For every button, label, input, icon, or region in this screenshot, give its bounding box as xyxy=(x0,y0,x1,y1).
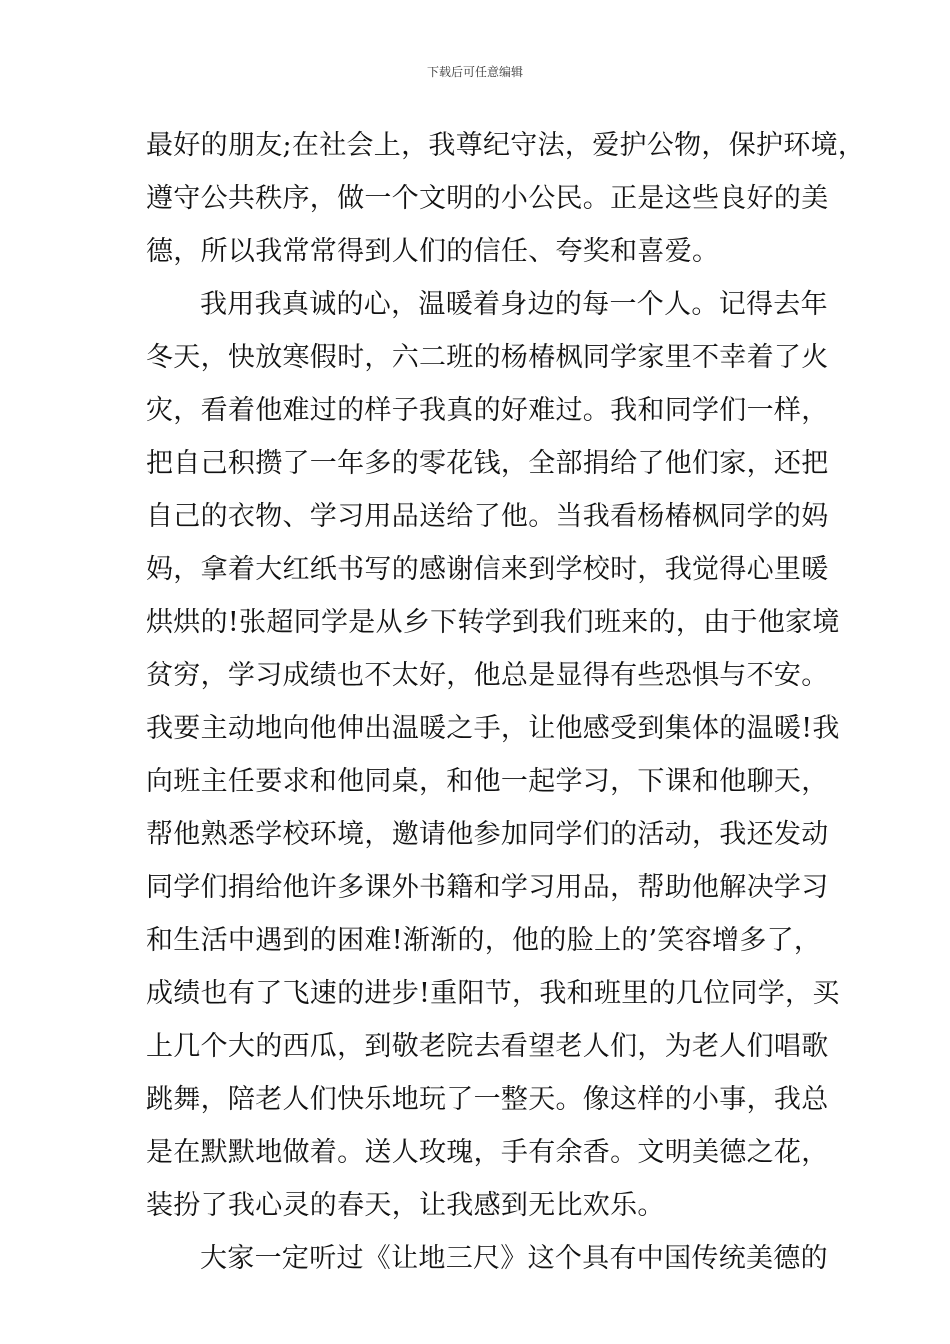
text-line: 德，所以我常常得到人们的信任、夸奖和喜爱。 xyxy=(146,236,720,267)
text-line: 妈，拿着大红纸书写的感谢信来到学校时，我觉得心里暖 xyxy=(146,554,829,585)
text-line: 我要主动地向他伸出温暖之手，让他感受到集体的温暖!我 xyxy=(146,713,840,744)
text-line: 遵守公共秩序，做一个文明的小公民。正是这些良好的美 xyxy=(146,183,829,214)
paragraph-start-line: 我用我真诚的心，温暖着身边的每一个人。记得去年 xyxy=(200,289,828,320)
text-line: 自己的衣物、学习用品送给了他。当我看杨椿枫同学的妈 xyxy=(146,501,829,532)
text-line: 烘烘的!张超同学是从乡下转学到我们班来的，由于他家境 xyxy=(146,607,840,638)
paragraph-start-line: 大家一定听过《让地三尺》这个具有中国传统美德的 xyxy=(200,1243,828,1274)
text-line: 最好的朋友;在社会上，我尊纪守法，爱护公物，保护环境， xyxy=(146,130,866,161)
text-line: 跳舞，陪老人们快乐地玩了一整天。像这样的小事，我总 xyxy=(146,1084,829,1115)
text-line: 和生活中遇到的困难!渐渐的，他的脸上的’笑容增多了， xyxy=(146,925,822,956)
text-line: 把自己积攒了一年多的零花钱，全部捐给了他们家，还把 xyxy=(146,448,829,479)
page-header: 下载后可任意编辑 xyxy=(426,65,523,79)
text-line: 是在默默地做着。送人玫瑰，手有余香。文明美德之花， xyxy=(146,1137,829,1168)
text-line: 冬天，快放寒假时，六二班的杨椿枫同学家里不幸着了火 xyxy=(146,342,829,373)
document-body xyxy=(146,126,866,1292)
text-line: 同学们捐给他许多课外书籍和学习用品，帮助他解决学习 xyxy=(146,872,829,903)
text-line: 上几个大的西瓜，到敬老院去看望老人们，为老人们唱歌 xyxy=(146,1031,829,1062)
text-line: 帮他熟悉学校环境，邀请他参加同学们的活动，我还发动 xyxy=(146,819,829,850)
text-line: 向班主任要求和他同桌，和他一起学习，下课和他聊天， xyxy=(146,766,829,797)
text-line: 装扮了我心灵的春天，让我感到无比欢乐。 xyxy=(146,1190,665,1221)
text-line: 灾，看着他难过的样子我真的好难过。我和同学们一样， xyxy=(146,395,829,426)
text-line: 贫穷，学习成绩也不太好，他总是显得有些恐惧与不安。 xyxy=(146,660,829,691)
text-line: 成绩也有了飞速的进步!重阳节，我和班里的几位同学，买 xyxy=(146,978,840,1009)
